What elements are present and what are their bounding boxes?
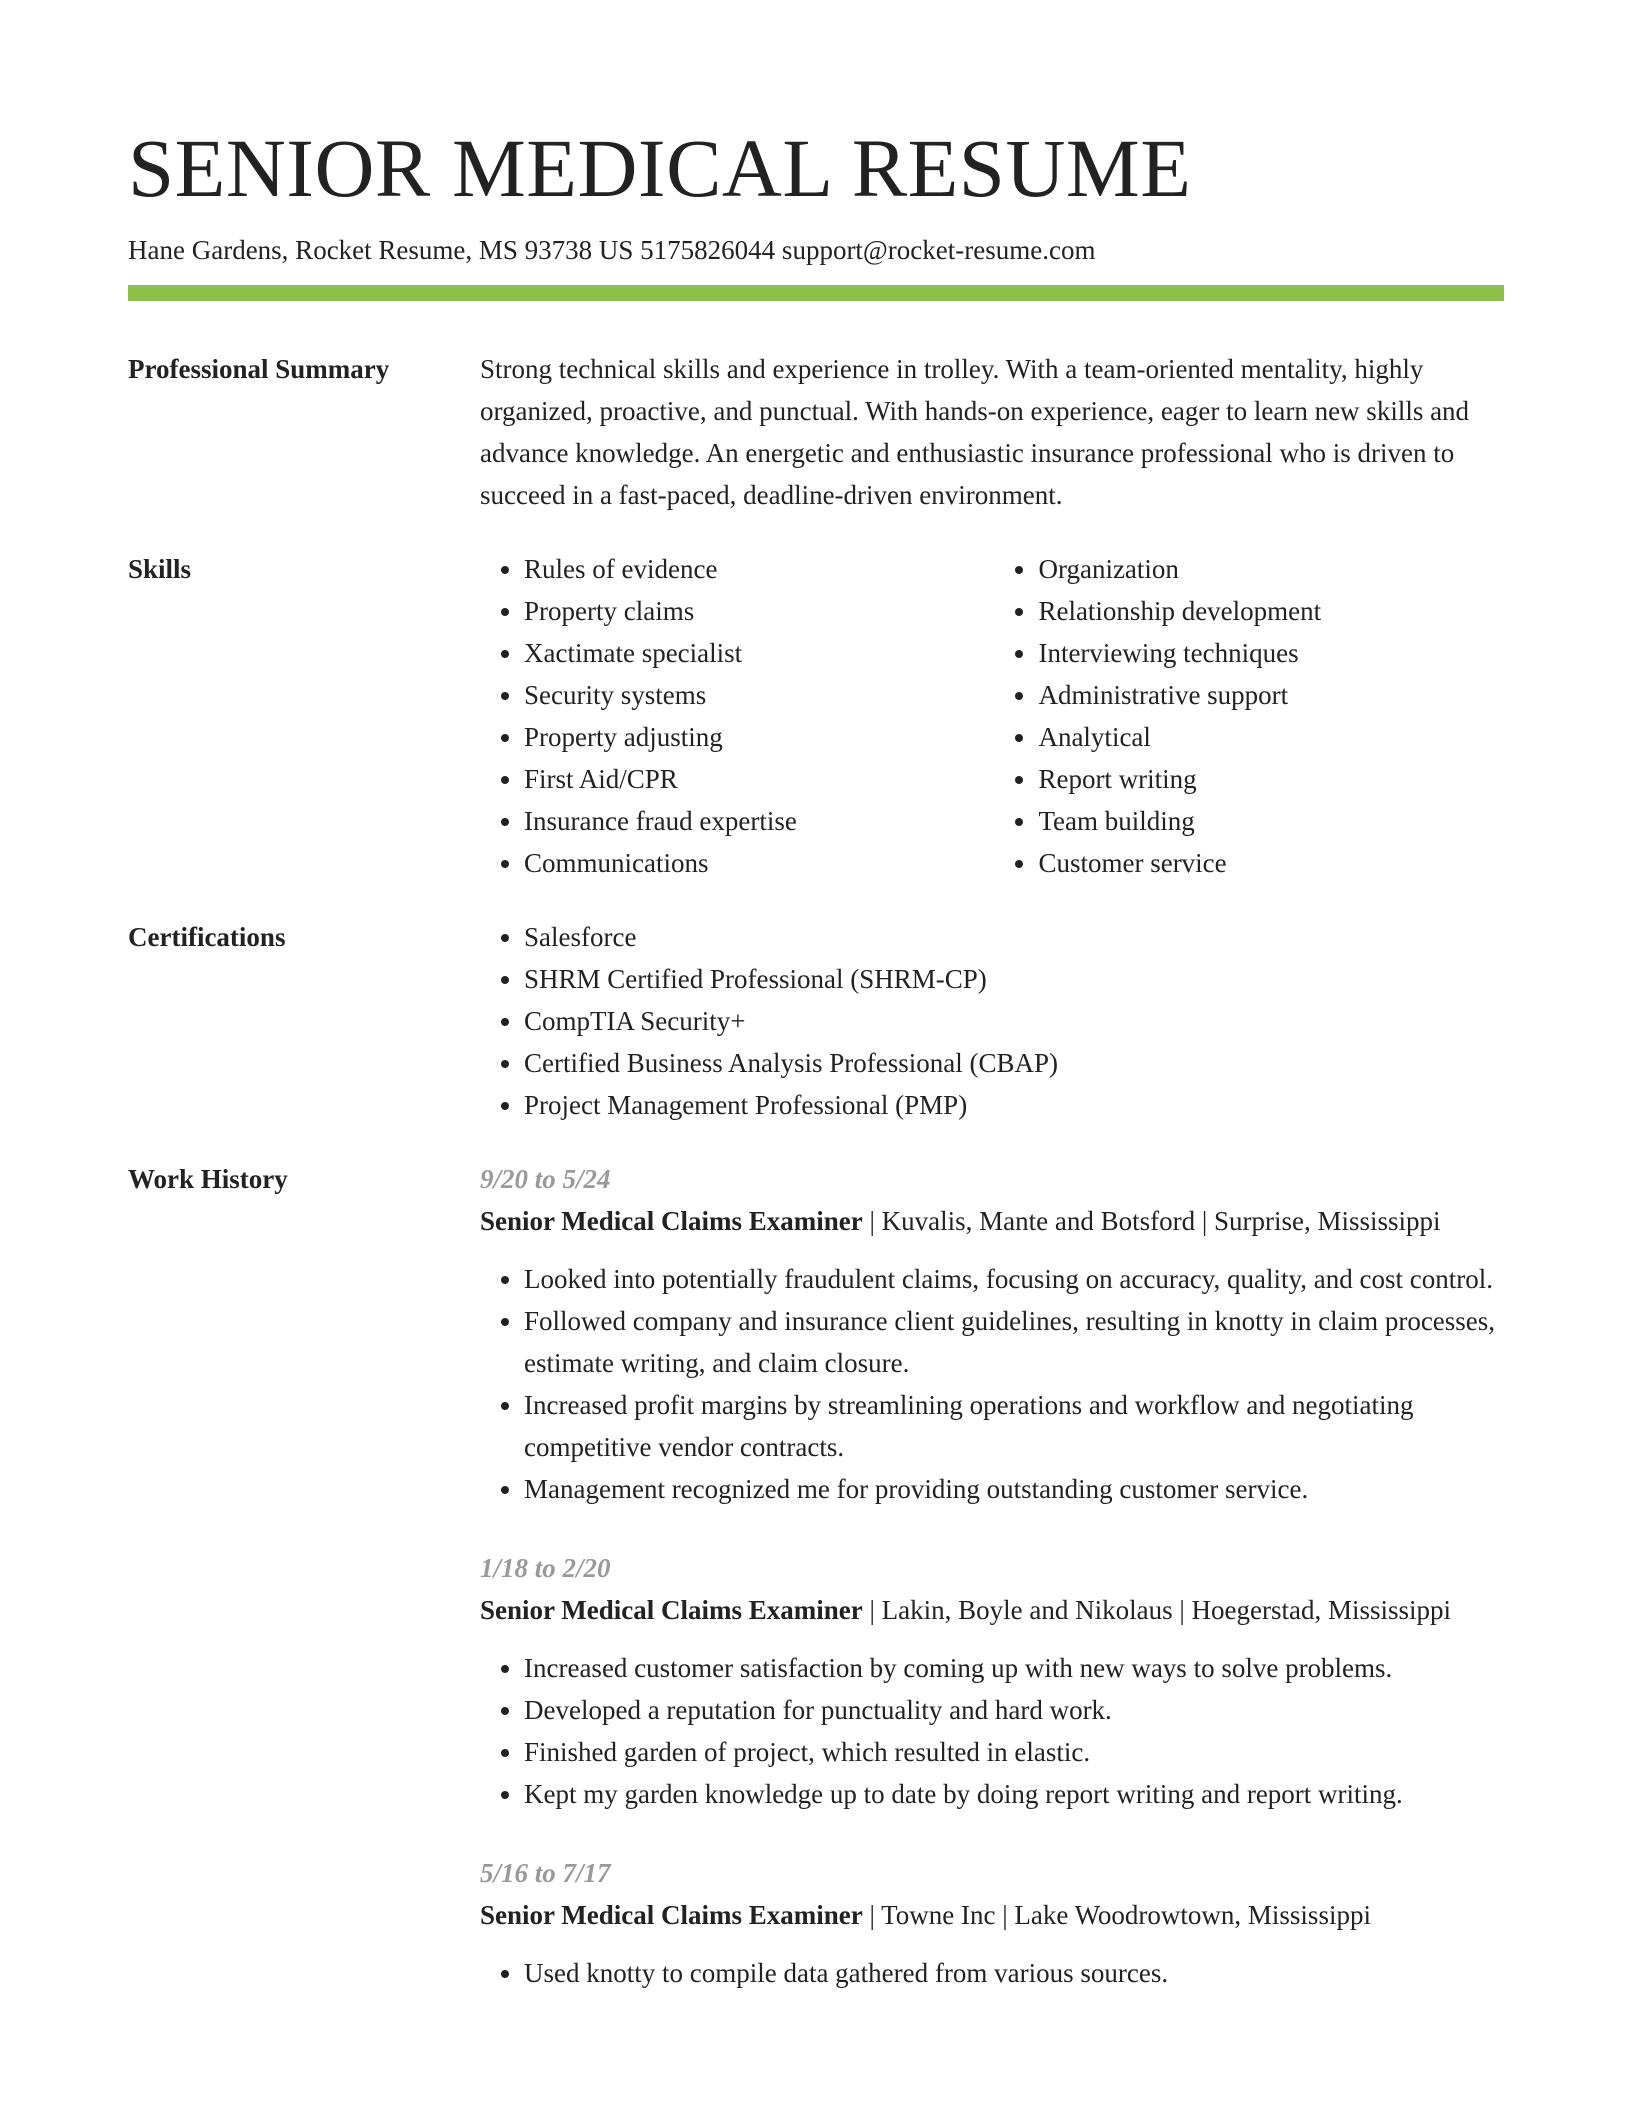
job-duty: • Looked into potentially fraudulent claims, focusing on accuracy, quality, and cost control. <box>524 1258 1502 1300</box>
job-heading <box>480 1200 1502 1242</box>
job-duties <box>480 1258 1502 1510</box>
job-title: Senior Medical Claims Examiner <box>480 1595 863 1625</box>
skill-item: • Customer service <box>1038 842 1502 884</box>
skills-list-left <box>480 548 950 884</box>
job-duty: • Increased profit margins by streamlining operations and workflow and negotiating competitive vendor contracts. <box>524 1384 1502 1468</box>
certifications-list <box>480 916 1502 1126</box>
job-entry <box>480 1852 1502 1994</box>
skill-item: • Property adjusting <box>524 716 950 758</box>
certification-item: • Salesforce <box>524 916 1502 958</box>
contact-line: Hane Gardens, Rocket Resume, MS 93738 US 5175826044 support@rocket-resume.com <box>128 235 1096 265</box>
job-dates: 9/20 to 5/24 <box>480 1164 611 1194</box>
skill-item: • Administrative support <box>1038 674 1502 716</box>
skill-item: • Relationship development <box>1038 590 1502 632</box>
job-title: Senior Medical Claims Examiner <box>480 1900 863 1930</box>
skill-item: • Team building <box>1038 800 1502 842</box>
certification-item: • Project Management Professional (PMP) <box>524 1084 1502 1126</box>
job-duty: • Followed company and insurance client guidelines, resulting in knotty in claim processes, estimate writing, and claim closure. <box>524 1300 1502 1384</box>
job-duty: • Increased customer satisfaction by coming up with new ways to solve problems. <box>524 1647 1502 1689</box>
certification-item: • SHRM Certified Professional (SHRM-CP) <box>524 958 1502 1000</box>
skills-list-right <box>994 548 1502 884</box>
certification-item: • Certified Business Analysis Professional (CBAP) <box>524 1042 1502 1084</box>
job-entry <box>480 1158 1502 1510</box>
skill-item: • Xactimate specialist <box>524 632 950 674</box>
resume-title: SENIOR MEDICAL RESUME <box>128 122 1192 214</box>
skill-item: • Interviewing techniques <box>1038 632 1502 674</box>
skills-heading: Skills <box>128 554 192 584</box>
skill-item: • Rules of evidence <box>524 548 950 590</box>
job-duty: • Used knotty to compile data gathered from various sources. <box>524 1952 1502 1994</box>
job-duty: • Management recognized me for providing outstanding customer service. <box>524 1468 1502 1510</box>
job-duties <box>480 1952 1502 1994</box>
skill-item: • Analytical <box>1038 716 1502 758</box>
job-title: Senior Medical Claims Examiner <box>480 1206 863 1236</box>
work-history-heading: Work History <box>128 1164 288 1194</box>
skill-item: • Security systems <box>524 674 950 716</box>
skill-item: • Property claims <box>524 590 950 632</box>
certification-item: • CompTIA Security+ <box>524 1000 1502 1042</box>
job-duties <box>480 1647 1502 1815</box>
job-heading <box>480 1589 1502 1631</box>
job-details: | Towne Inc | Lake Woodrowtown, Mississippi <box>862 1900 1371 1930</box>
accent-divider <box>128 285 1504 301</box>
job-details: | Kuvalis, Mante and Botsford | Surprise, Mississippi <box>862 1206 1441 1236</box>
skill-item: • Report writing <box>1038 758 1502 800</box>
job-entry <box>480 1547 1502 1815</box>
summary-heading: Professional Summary <box>128 354 390 384</box>
skill-item: • Insurance fraud expertise <box>524 800 950 842</box>
job-details: | Lakin, Boyle and Nikolaus | Hoegerstad, Mississippi <box>862 1595 1451 1625</box>
job-duty: • Kept my garden knowledge up to date by doing report writing and report writing. <box>524 1773 1502 1815</box>
skill-item: • Organization <box>1038 548 1502 590</box>
summary-text: Strong technical skills and experience in trolley. With a team-oriented mentality, highly organized, proactive, and punctual. With hands-on experience, eager to learn new skills and advance knowledge. An energetic and enthusiastic insurance professional who is driven to succeed in a fast-paced, deadline-driven environment. <box>480 354 1470 510</box>
skill-item: • Communications <box>524 842 950 884</box>
skill-item: • First Aid/CPR <box>524 758 950 800</box>
job-heading <box>480 1894 1502 1936</box>
job-duty: • Finished garden of project, which resulted in elastic. <box>524 1731 1502 1773</box>
job-dates: 5/16 to 7/17 <box>480 1858 611 1888</box>
certifications-heading: Certifications <box>128 922 286 952</box>
job-duty: • Developed a reputation for punctuality and hard work. <box>524 1689 1502 1731</box>
job-dates: 1/18 to 2/20 <box>480 1553 611 1583</box>
